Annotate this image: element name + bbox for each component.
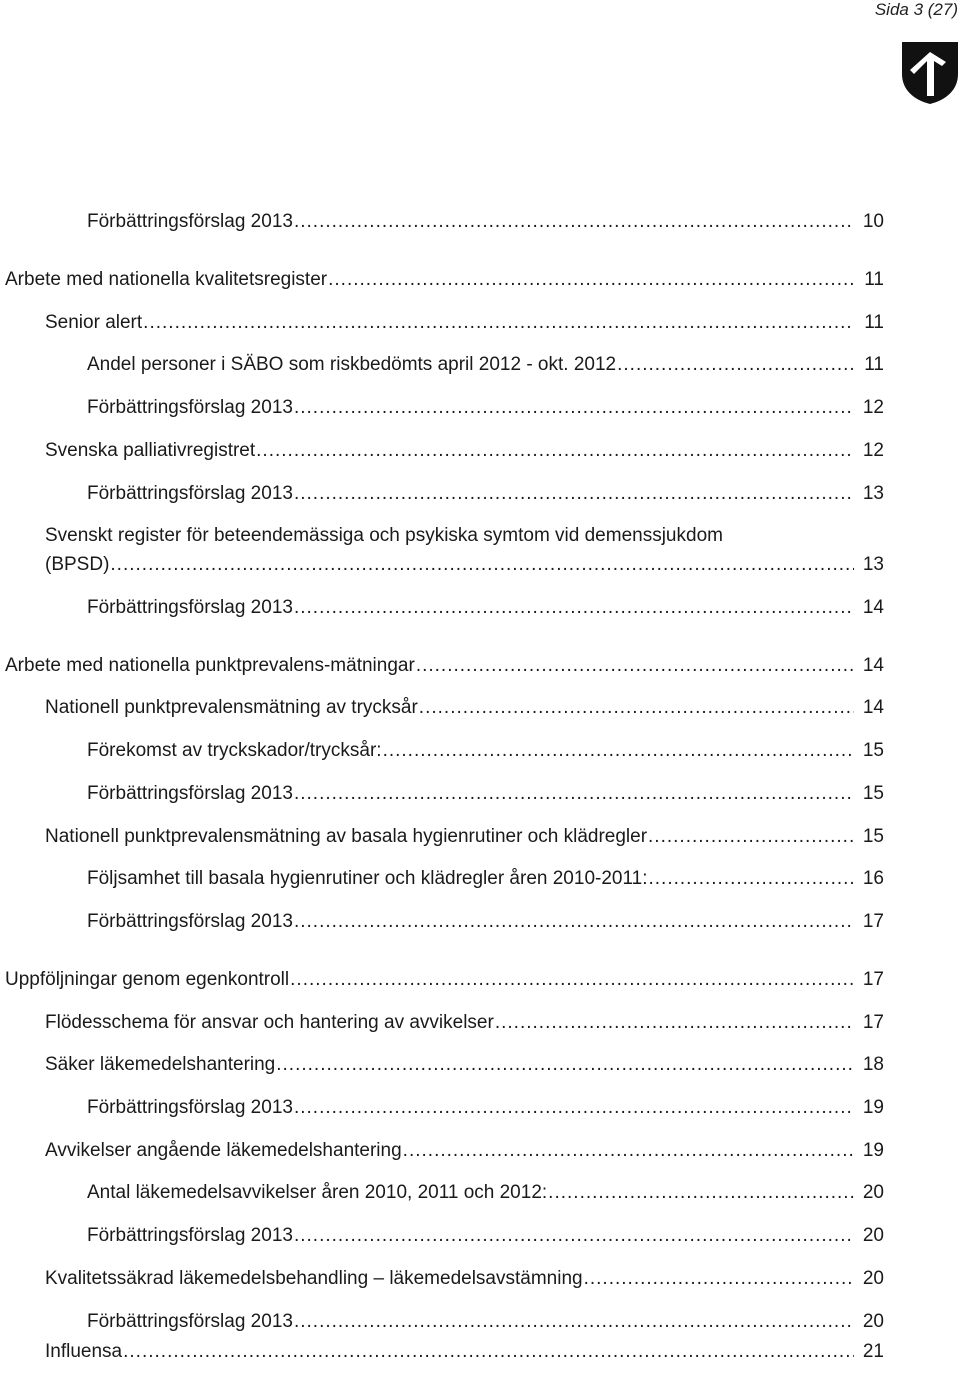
toc-entry[interactable] — [45, 1340, 884, 1364]
toc-entry-page: 14 — [862, 655, 884, 676]
toc-entry[interactable] — [45, 1267, 884, 1291]
toc-entry-title: Förekomst av tryckskador/trycksår: — [87, 740, 382, 761]
toc-entry[interactable] — [87, 739, 884, 763]
toc-entry[interactable] — [87, 396, 884, 420]
toc-dot-leader — [276, 1053, 854, 1077]
toc-entry[interactable] — [87, 1096, 884, 1120]
toc-entry-title: Förbättringsförslag 2013 — [87, 1225, 293, 1246]
toc-entry-page: 15 — [862, 826, 884, 847]
toc-entry-title: Kvalitetssäkrad läkemedelsbehandling – läkemedelsavstämning — [45, 1268, 583, 1289]
toc-entry[interactable] — [87, 353, 884, 377]
toc-entry[interactable] — [5, 968, 884, 992]
toc-entry-title: Säker läkemedelshantering — [45, 1054, 276, 1075]
toc-entry-page: 15 — [862, 783, 884, 804]
toc-entry-title: Förbättringsförslag 2013 — [87, 911, 293, 932]
toc-dot-leader — [290, 968, 854, 992]
toc-entry[interactable] — [45, 696, 884, 720]
toc-entry-page: 12 — [862, 440, 884, 461]
toc-dot-leader — [294, 782, 854, 806]
toc-entry[interactable] — [87, 910, 884, 934]
toc-dot-leader — [584, 1267, 854, 1291]
toc-entry-title: Nationell punktprevalensmätning av basala hygienrutiner och klädregler — [45, 826, 648, 847]
toc-entry-title: Arbete med nationella kvalitetsregister — [5, 269, 328, 290]
toc-entry[interactable] — [45, 1053, 884, 1077]
toc-entry-title: Arbete med nationella punktprevalens-mätningar — [5, 655, 415, 676]
toc-entry[interactable] — [87, 1181, 884, 1205]
toc-dot-leader — [648, 825, 854, 849]
toc-entry-title: Avvikelser angående läkemedelshantering — [45, 1140, 402, 1161]
toc-entry-page: 20 — [862, 1182, 884, 1203]
toc-dot-leader — [548, 1181, 854, 1205]
toc-entry-title: Följsamhet till basala hygienrutiner och klädregler åren 2010-2011: — [87, 868, 648, 889]
toc-entry-title: Förbättringsförslag 2013 — [87, 211, 293, 232]
toc-dot-leader — [256, 439, 854, 463]
toc-entry-page: 20 — [862, 1268, 884, 1289]
toc-entry-title: Flödesschema för ansvar och hantering av avvikelser — [45, 1012, 494, 1033]
toc-entry-page: 11 — [864, 269, 884, 290]
toc-entry-title: Förbättringsförslag 2013 — [87, 483, 293, 504]
toc-entry-title: Svenskt register för beteendemässiga och psykiska symtom vid demenssjukdom — [45, 525, 723, 546]
toc-entry-title: Förbättringsförslag 2013 — [87, 397, 293, 418]
toc-entry-page: 16 — [862, 868, 884, 889]
toc-entry-title: Uppföljningar genom egenkontroll — [5, 969, 290, 990]
toc-entry-page: 13 — [862, 554, 884, 575]
toc-dot-leader — [416, 654, 854, 678]
toc-entry-title: Nationell punktprevalensmätning av trycksår — [45, 697, 418, 718]
toc-entry-page: 21 — [862, 1341, 884, 1362]
toc-entry[interactable] — [45, 439, 884, 463]
toc-entry-page: 19 — [862, 1140, 884, 1161]
toc-dot-leader — [294, 1096, 854, 1120]
toc-entry-title: Influensa — [45, 1341, 123, 1362]
toc-dot-leader — [123, 1340, 854, 1364]
toc-dot-leader — [294, 396, 854, 420]
toc-entry[interactable] — [87, 210, 884, 234]
toc-dot-leader — [617, 353, 854, 377]
toc-entry-page: 20 — [862, 1225, 884, 1246]
toc-entry[interactable] — [87, 1310, 884, 1334]
toc-entry-page: 11 — [864, 354, 884, 375]
toc-dot-leader — [294, 210, 854, 234]
toc-entry[interactable] — [45, 524, 884, 577]
toc-entry-page: 15 — [862, 740, 884, 761]
toc-dot-leader — [419, 696, 854, 720]
toc-entry-title: Förbättringsförslag 2013 — [87, 783, 293, 804]
toc-entry[interactable] — [5, 268, 884, 292]
toc-entry[interactable] — [45, 1011, 884, 1035]
toc-entry[interactable] — [45, 825, 884, 849]
toc-entry[interactable] — [87, 1224, 884, 1248]
toc-entry-page: 12 — [862, 397, 884, 418]
toc-entry-title: Antal läkemedelsavvikelser åren 2010, 2011 och 2012: — [87, 1182, 548, 1203]
toc-dot-leader — [294, 1224, 854, 1248]
toc-dot-leader — [294, 1310, 854, 1334]
toc-entry-page: 14 — [862, 597, 884, 618]
page-number: Sida 3 (27) — [874, 0, 958, 19]
toc-dot-leader — [383, 739, 854, 763]
toc-dot-leader — [403, 1139, 854, 1163]
toc-entry-page: 17 — [862, 1012, 884, 1033]
toc-entry[interactable] — [87, 782, 884, 806]
toc-entry[interactable] — [45, 311, 884, 335]
toc-dot-leader — [143, 311, 854, 335]
toc-entry[interactable] — [45, 1139, 884, 1163]
toc-entry[interactable] — [87, 482, 884, 506]
toc-entry-title-continued: (BPSD) — [45, 554, 110, 575]
toc-dot-leader — [648, 867, 854, 891]
toc-entry-page: 10 — [862, 211, 884, 232]
toc-dot-leader — [110, 553, 854, 577]
toc-entry[interactable] — [87, 867, 884, 891]
toc-entry-title: Förbättringsförslag 2013 — [87, 1097, 293, 1118]
toc-entry-page: 13 — [862, 483, 884, 504]
toc-entry-page: 17 — [862, 911, 884, 932]
toc-entry-page: 17 — [862, 969, 884, 990]
toc-entry-title: Förbättringsförslag 2013 — [87, 1311, 293, 1332]
toc-entry-page: 14 — [862, 697, 884, 718]
toc-dot-leader — [294, 596, 854, 620]
toc-entry-page: 18 — [862, 1054, 884, 1075]
toc-entry-title: Senior alert — [45, 312, 143, 333]
toc-dot-leader — [294, 910, 854, 934]
toc-entry-title: Svenska palliativregistret — [45, 440, 256, 461]
toc-entry-page: 19 — [862, 1097, 884, 1118]
toc-dot-leader — [294, 482, 854, 506]
toc-entry-title: Andel personer i SÄBO som riskbedömts april 2012 - okt. 2012 — [87, 354, 617, 375]
toc-dot-leader — [328, 268, 854, 292]
toc-entry-page: 20 — [862, 1311, 884, 1332]
toc-entry[interactable] — [87, 596, 884, 620]
toc-entry-page: 11 — [864, 312, 884, 333]
toc-entry-title: Förbättringsförslag 2013 — [87, 597, 293, 618]
toc-entry[interactable] — [5, 654, 884, 678]
toc-dot-leader — [495, 1011, 854, 1035]
